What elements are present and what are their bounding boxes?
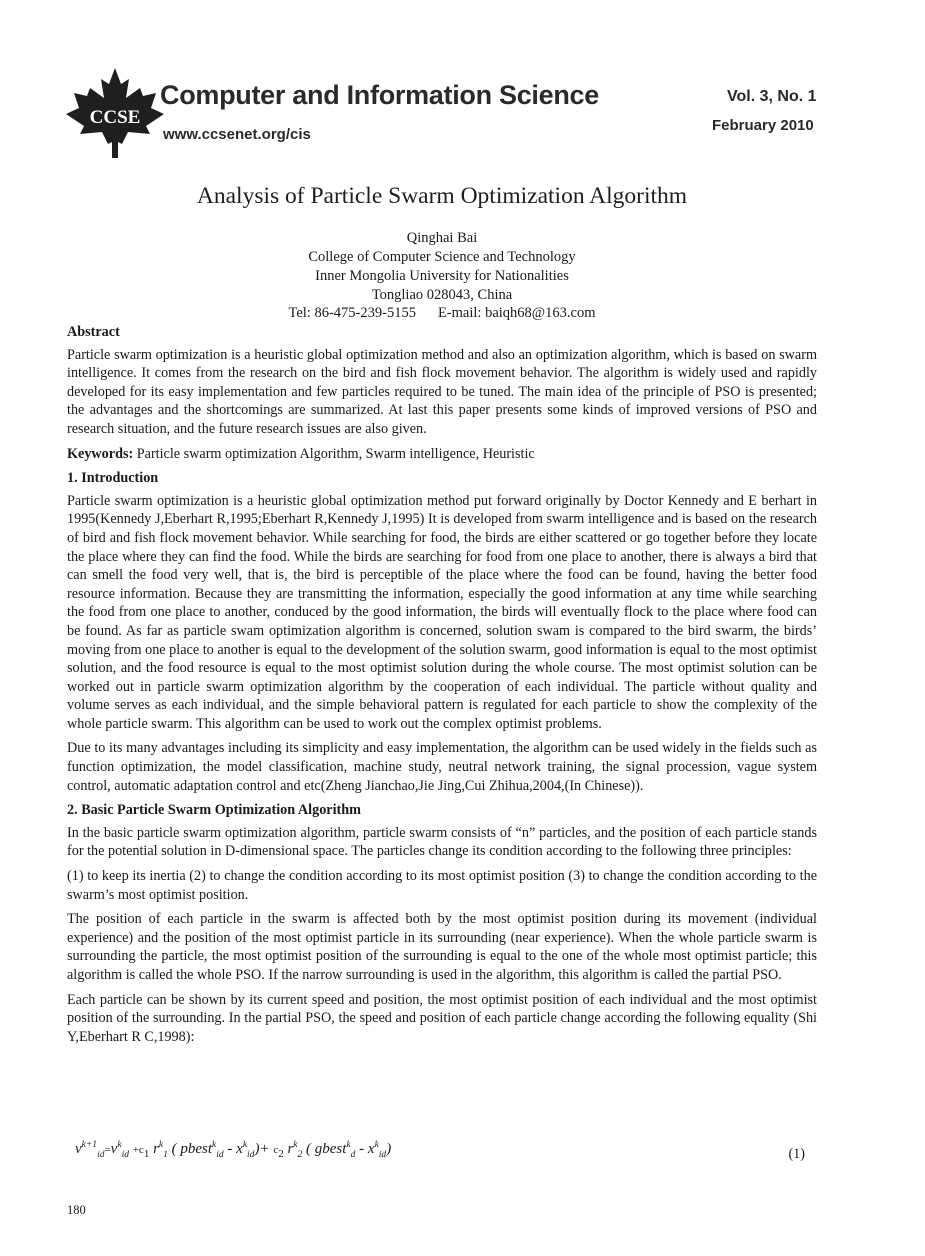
velocity-update-equation (75, 1140, 815, 1174)
equation-number: (1) (788, 1146, 805, 1162)
intro-paragraph-2: Due to its many advantages including its simplicity and easy implementation, the algorithm can be used widely in the fields such as function optimization, the model classification, machine study, neutral network training, the signal procession, vague system control, automatic adaptation control and etc(Zheng Jianchao,Jie Jing,Cui Zhihua,2004,(In Chinese)). (67, 740, 817, 794)
contact-line (0, 305, 884, 322)
abstract-text: Particle swarm optimization is a heuristic global optimization method and also an optimization algorithm, which is based on swarm intelligence. It comes from the research on the bird and fish flock movement behavior. The algorithm is widely used and rapidly developed for its easy implementation and few particles required to be tuned. The main idea of the principle of PSO is presented; the advantages and the shortcomings are summarized. At last this paper presents some kinds of improved versions of PSO and research situation, and the future research issues are also given. (67, 346, 817, 437)
page-number: 180 (67, 1203, 86, 1217)
abstract-heading: Abstract (67, 324, 120, 340)
keywords-line (67, 445, 817, 464)
affiliation-line-2: Inner Mongolia University for Nationalities (315, 268, 569, 284)
affiliation-line-3: Tongliao 028043, China (371, 287, 513, 303)
email-link[interactable]: E-mail: baiqh68@163.com (437, 305, 596, 321)
journal-title: Computer and Information Science (160, 80, 599, 110)
telephone: Tel: 86-475-239-5155 (288, 305, 416, 321)
equation-expression: $v^{k+1}_{id}=v^k_{id} +c_1$ $r^k_1$ ( pbest$^k_{id}$ - $x^k_{id})+ c_2$ $r^k_2$ ( gbest$^k_d$ - $x^k_{id}$) (75, 1140, 392, 1160)
pso-principles: (1) to keep its inertia (2) to change the condition according to its most optimist position (3) to change the condition according to the swarm’s most optimist position. (67, 868, 817, 903)
pso-paragraph-3: The position of each particle in the swarm is affected both by the most optimist position during its movement (individual experience) and the position of the most optimist particle in its surrounding (near experience). When the whole particle swarm is surrounding the particle, the most optimist position of the surrounding is equal to the one of the whole most optimist particle; this algorithm is called the whole PSO. If the narrow surrounding is used in the algorithm, this algorithm is called the partial PSO. (67, 911, 817, 983)
pso-paragraph-1: In the basic particle swarm optimization algorithm, particle swarm consists of “n” particles, and the position of each particle stands for the potential solution in D-dimensional space. The particles change its condition according to the following three principles: (67, 824, 817, 860)
paper-title: Analysis of Particle Swarm Optimization Algorithm (196, 183, 688, 209)
pso-paragraph-4: Each particle can be shown by its current speed and position, the most optimist position of each individual and the most optimist position of the surrounding. In the partial PSO, the speed and position of each particle change according the following equality (Shi Y,Eberhart R C,1998): (67, 991, 817, 1045)
ccse-maple-leaf-logo (60, 66, 170, 158)
section-heading-introduction: 1. Introduction (67, 470, 159, 487)
volume-label: Vol. 3, No. 1 (727, 88, 817, 105)
affiliation-line-1: College of Computer Science and Technology (308, 249, 576, 265)
journal-url[interactable]: www.ccsenet.org/cis (163, 126, 311, 143)
logo-text: CCSE (89, 107, 141, 128)
section-heading-basic-pso: 2. Basic Particle Swarm Optimization Algorithm (67, 802, 361, 819)
author-name: Qinghai Bai (406, 230, 478, 246)
article-body (67, 323, 817, 1052)
keywords-label: Keywords: (67, 445, 134, 462)
intro-paragraph-1: Particle swarm optimization is a heuristic global optimization method put forward originally by Doctor Kennedy and E berhart in 1995(Kennedy J,Eberhart R,1995;Eberhart R,Kennedy J,1995) It is developed from swarm intelligence and is based on the research of bird and fish flock movement behavior. While searching for food, the birds are either scattered or go together before they locate the place where they can find the food. While the birds are searching for food from one place to another, there is always a bird that can smell the food very well, that is, the bird is perceptible of the place where the food can be found, having the better food resource information. Because they are transmitting the information, especially the good information at any time while searching the food from one place to another, conduced by the good information, the birds will eventually flock to the place where food can be found. As far as particle swam optimization algorithm is concerned, solution swam is compared to the bird swarm, the birds’ moving from one place to another is equal to the development of the solution swarm, good information is equal to the most optimist solution, and the food resource is equal to the most optimist solution during the whole course. The most optimist solution can be worked out in particle swarm optimization algorithm by the cooperation of each individual. The particle without quality and volume serves as each individual, and the simple behavioral pattern is regulated for each particle to show the complexity of the whole particle swarm. This algorithm can be used to work out the complex optimist problems. (67, 492, 817, 732)
issue-date: February 2010 (712, 117, 814, 134)
keywords-text: Particle swarm optimization Algorithm, Swarm intelligence, Heuristic (136, 445, 535, 462)
